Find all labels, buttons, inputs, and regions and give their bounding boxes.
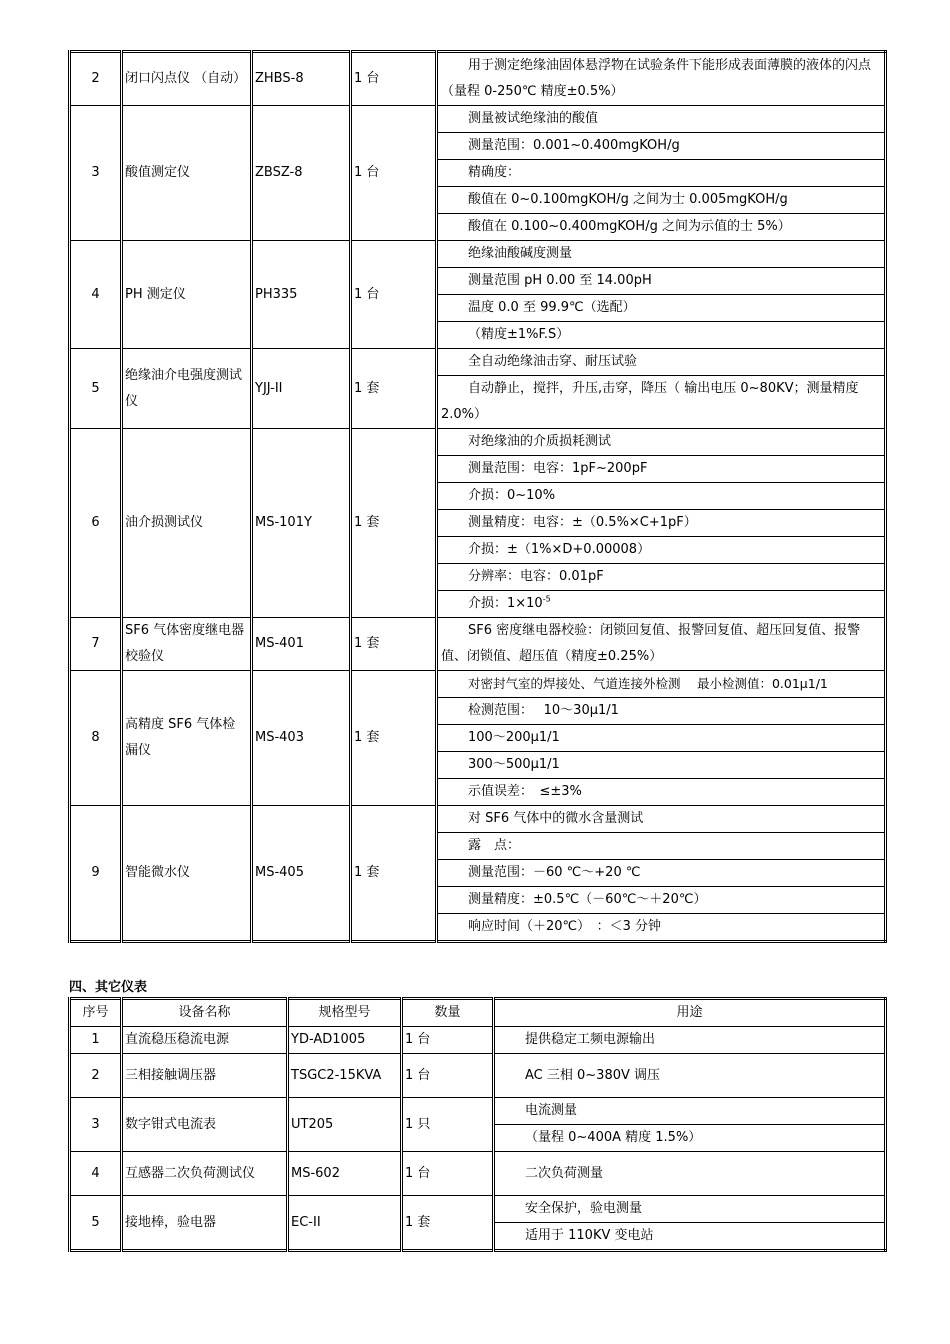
device-name: 酸值测定仪 [122,106,252,241]
row-number: 5 [70,1196,122,1251]
device-qty: 1 套 [351,429,437,618]
device-model: YD-AD1005 [288,1027,402,1054]
row-number: 7 [70,618,122,671]
device-qty: 1 套 [351,618,437,671]
header-cell: 用途 [494,999,886,1027]
table-row [70,52,886,106]
device-desc: 测量范围 pH 0.00 至 14.00pH [437,268,886,295]
table-row [70,1027,886,1054]
device-model: EC-II [288,1196,402,1251]
device-name: SF6 气体密度继电器校验仪 [122,618,252,671]
device-desc: 测量被试绝缘油的酸值 [437,106,886,133]
device-desc: 温度 0.0 至 99.9℃（选配） [437,295,886,322]
device-desc: 测量范围：电容：1pF~200pF [437,456,886,483]
device-name: 智能微水仪 [122,806,252,942]
device-name: 接地棒，验电器 [122,1196,288,1251]
device-desc: 介损：0~10% [437,483,886,510]
device-name: 直流稳压稳流电源 [122,1027,288,1054]
device-desc: 介损：±（1%×D+0.00008） [437,537,886,564]
table-row [70,806,886,833]
device-qty: 1 台 [351,241,437,349]
device-desc: 精确度： [437,160,886,187]
device-desc: 对 SF6 气体中的微水含量测试 [437,806,886,833]
header-cell: 序号 [70,999,122,1027]
device-use: 电流测量 [494,1098,886,1125]
device-use: 二次负荷测量 [494,1152,886,1196]
device-desc: 酸值在 0~0.100mgKOH/g 之间为士 0.005mgKOH/g [437,187,886,214]
equipment-table-continued [68,50,887,943]
device-desc: 测量范围：－60 ℃～+20 ℃ [437,860,886,887]
device-model: MS-403 [252,671,351,806]
device-desc: （精度±1%F.S） [437,322,886,349]
device-model: ZBSZ-8 [252,106,351,241]
device-model: MS-405 [252,806,351,942]
device-name: 绝缘油介电强度测试仪 [122,349,252,429]
device-desc: 酸值在 0.100~0.400mgKOH/g 之间为示值的士 5%） [437,214,886,241]
section-title: 四、其它仪表 [69,980,148,995]
device-model: MS-101Y [252,429,351,618]
row-number: 4 [70,1152,122,1196]
row-number: 8 [70,671,122,806]
device-use: AC 三相 0~380V 调压 [494,1054,886,1098]
device-qty: 1 台 [351,106,437,241]
device-desc: 用于测定绝缘油固体悬浮物在试验条件下能形成表面薄膜的液体的闪点（量程 0-250℃ 精度±0.5%） [437,52,886,106]
device-model: ZHBS-8 [252,52,351,106]
device-desc: 示值误差： ≤±3% [437,779,886,806]
row-number: 3 [70,106,122,241]
device-qty: 1 台 [402,1054,494,1098]
device-qty: 1 台 [351,52,437,106]
device-model: MS-602 [288,1152,402,1196]
device-desc: 测量精度：±0.5℃（－60℃～＋20℃） [437,887,886,914]
table-row [70,241,886,268]
device-desc: 全自动绝缘油击穿、耐压试验 [437,349,886,376]
device-name: 油介损测试仪 [122,429,252,618]
device-model: UT205 [288,1098,402,1152]
device-desc: SF6 密度继电器校验：闭锁回复值、报警回复值、超压回复值、报警值、闭锁值、超压值（精度±0.25%） [437,618,886,671]
table-row [70,1196,886,1223]
device-qty: 1 套 [351,806,437,942]
device-desc [437,591,886,618]
row-number: 2 [70,1054,122,1098]
device-desc: 响应时间（＋20℃） ：＜3 分钟 [437,914,886,942]
device-qty: 1 台 [402,1027,494,1054]
device-desc: 对绝缘油的介质损耗测试 [437,429,886,456]
device-qty: 1 套 [402,1196,494,1251]
table-header-row [70,999,886,1027]
table-row [70,618,886,671]
table-row [70,1152,886,1196]
device-name: 互感器二次负荷测试仪 [122,1152,288,1196]
table-row [70,429,886,456]
loss-value: 介损：1×10 [468,596,543,611]
device-name: 数字钳式电流表 [122,1098,288,1152]
device-name: PH 测定仪 [122,241,252,349]
device-name: 闭口闪点仪 （自动） [122,52,252,106]
header-cell: 数量 [402,999,494,1027]
device-desc: 300～500μ1/1 [437,752,886,779]
device-desc: 绝缘油酸碱度测量 [437,241,886,268]
device-use: 安全保护，验电测量 [494,1196,886,1223]
device-desc: 露 点： [437,833,886,860]
device-use: 适用于 110KV 变电站 [494,1223,886,1251]
device-model: MS-401 [252,618,351,671]
device-qty: 1 只 [402,1098,494,1152]
device-desc: 对密封气室的焊接处、气道连接外检测 最小检测值：0.01μ1/1 [437,671,886,698]
table-row [70,1054,886,1098]
exponent: -5 [542,594,551,604]
row-number: 6 [70,429,122,618]
device-desc: 测量范围：0.001~0.400mgKOH/g [437,133,886,160]
device-desc: 分辨率：电容：0.01pF [437,564,886,591]
header-cell: 设备名称 [122,999,288,1027]
header-cell: 规格型号 [288,999,402,1027]
device-qty: 1 套 [351,349,437,429]
table-row [70,671,886,698]
table-row [70,106,886,133]
device-use: （量程 0~400A 精度 1.5%） [494,1125,886,1152]
row-number: 5 [70,349,122,429]
device-desc: 100～200μ1/1 [437,725,886,752]
device-use: 提供稳定工频电源输出 [494,1027,886,1054]
row-number: 4 [70,241,122,349]
row-number: 3 [70,1098,122,1152]
row-number: 9 [70,806,122,942]
device-desc: 测量精度：电容：±（0.5%×C+1pF） [437,510,886,537]
device-name: 高精度 SF6 气体检漏仪 [122,671,252,806]
table-row [70,1098,886,1125]
device-desc: 自动静止，搅拌，升压,击穿，降压（ 输出电压 0~80KV；测量精度 2.0%） [437,376,886,429]
table-row [70,349,886,376]
device-desc: 检测范围： 10～30μ1/1 [437,698,886,725]
row-number: 2 [70,52,122,106]
row-number: 1 [70,1027,122,1054]
device-model: YJJ-II [252,349,351,429]
device-name: 三相接触调压器 [122,1054,288,1098]
other-instruments-table [68,997,887,1252]
device-qty: 1 套 [351,671,437,806]
device-model: PH335 [252,241,351,349]
device-model: TSGC2-15KVA [288,1054,402,1098]
device-qty: 1 台 [402,1152,494,1196]
